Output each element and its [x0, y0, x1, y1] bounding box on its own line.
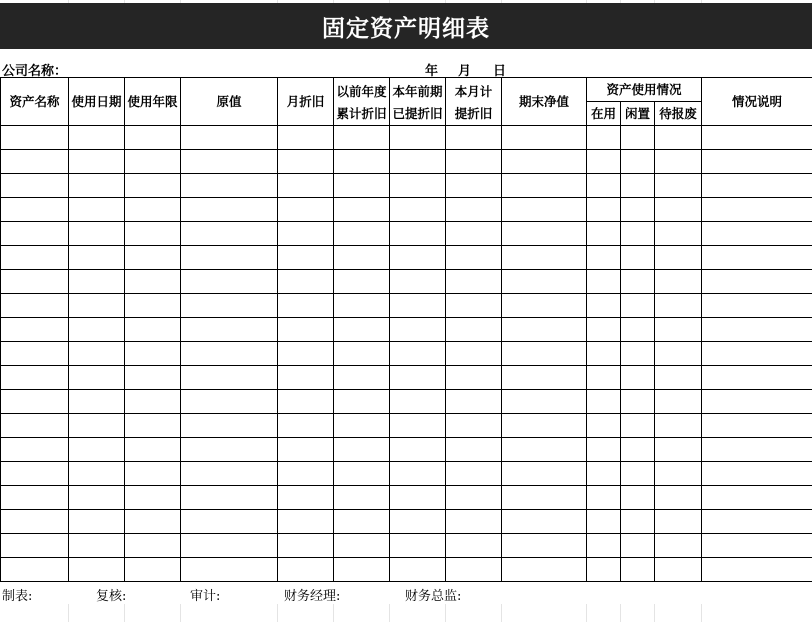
table-cell[interactable] — [181, 438, 278, 462]
table-cell[interactable] — [1, 390, 69, 414]
table-cell[interactable] — [502, 270, 587, 294]
table-cell[interactable] — [502, 126, 587, 150]
header-prior-year-accum: 以前年度累计折旧 — [336, 83, 387, 121]
table-cell[interactable] — [278, 126, 334, 150]
table-cell[interactable] — [69, 222, 125, 246]
table-cell[interactable] — [390, 462, 446, 486]
table-cell[interactable] — [655, 366, 702, 390]
table-cell[interactable] — [621, 126, 655, 150]
table-cell[interactable] — [621, 558, 655, 582]
table-cell[interactable] — [125, 126, 181, 150]
table-cell[interactable] — [446, 414, 502, 438]
table-cell[interactable] — [181, 222, 278, 246]
table-cell[interactable] — [621, 510, 655, 534]
sheet-bottom-gridlines — [0, 604, 812, 622]
table-cell[interactable] — [446, 366, 502, 390]
table-cell[interactable] — [125, 270, 181, 294]
table-cell[interactable] — [69, 558, 125, 582]
table-cell[interactable] — [446, 246, 502, 270]
table-cell[interactable] — [621, 342, 655, 366]
table-cell[interactable] — [390, 318, 446, 342]
table-cell[interactable] — [1, 462, 69, 486]
table-cell[interactable] — [181, 150, 278, 174]
table-cell[interactable] — [446, 174, 502, 198]
table-cell[interactable] — [390, 486, 446, 510]
table-cell[interactable] — [181, 126, 278, 150]
table-cell[interactable] — [621, 294, 655, 318]
table-cell[interactable] — [502, 174, 587, 198]
table-cell[interactable] — [125, 198, 181, 222]
table-cell[interactable] — [278, 246, 334, 270]
table-cell[interactable] — [655, 414, 702, 438]
table-cell[interactable] — [621, 462, 655, 486]
header-idle: 闲置 — [621, 102, 655, 126]
table-cell[interactable] — [125, 222, 181, 246]
header-use-years: 使用年限 — [125, 78, 181, 126]
table-cell[interactable] — [334, 558, 390, 582]
table-cell[interactable] — [587, 414, 621, 438]
table-cell[interactable] — [587, 486, 621, 510]
table-cell[interactable] — [181, 294, 278, 318]
table-cell[interactable] — [702, 558, 812, 582]
table-cell[interactable] — [655, 510, 702, 534]
table-cell[interactable] — [125, 318, 181, 342]
table-cell[interactable] — [587, 270, 621, 294]
table-cell[interactable] — [334, 222, 390, 246]
table-cell[interactable] — [446, 462, 502, 486]
table-cell[interactable] — [334, 198, 390, 222]
header-row-1 — [1, 78, 812, 102]
footer-finance-manager: 财务经理: — [284, 589, 341, 604]
table-cell[interactable] — [390, 414, 446, 438]
table-cell[interactable] — [587, 222, 621, 246]
table-cell[interactable] — [390, 150, 446, 174]
table-cell[interactable] — [702, 318, 812, 342]
table-cell[interactable] — [181, 342, 278, 366]
table-cell[interactable] — [390, 294, 446, 318]
table-cell[interactable] — [69, 270, 125, 294]
table-cell[interactable] — [502, 294, 587, 318]
table-cell[interactable] — [702, 198, 812, 222]
table-cell[interactable] — [334, 414, 390, 438]
table-cell[interactable] — [702, 342, 812, 366]
table-row — [1, 270, 812, 294]
header-prior-year-accum-cell — [334, 78, 390, 126]
table-cell[interactable] — [69, 294, 125, 318]
table-cell[interactable] — [1, 414, 69, 438]
table-cell[interactable] — [278, 414, 334, 438]
month-label: 月 — [458, 64, 472, 79]
table-cell[interactable] — [655, 462, 702, 486]
table-cell[interactable] — [587, 318, 621, 342]
table-cell[interactable] — [655, 486, 702, 510]
table-cell[interactable] — [125, 414, 181, 438]
table-cell[interactable] — [278, 462, 334, 486]
table-cell[interactable] — [587, 558, 621, 582]
table-cell[interactable] — [1, 342, 69, 366]
table-row — [1, 150, 812, 174]
table-cell[interactable] — [181, 198, 278, 222]
table-cell[interactable] — [278, 486, 334, 510]
table-cell[interactable] — [1, 174, 69, 198]
table-cell[interactable] — [621, 366, 655, 390]
table-row — [1, 222, 812, 246]
table-cell[interactable] — [125, 150, 181, 174]
table-cell[interactable] — [702, 222, 812, 246]
header-usage-group: 资产使用情况 — [587, 78, 702, 102]
sheet-title: 固定资产明细表 — [0, 3, 812, 49]
table-cell[interactable] — [621, 198, 655, 222]
table-cell[interactable] — [334, 150, 390, 174]
table-cell[interactable] — [278, 342, 334, 366]
table-cell[interactable] — [1, 294, 69, 318]
table-cell[interactable] — [621, 246, 655, 270]
table-cell[interactable] — [390, 342, 446, 366]
table-row — [1, 318, 812, 342]
year-label: 年 — [425, 64, 439, 79]
table-cell[interactable] — [502, 534, 587, 558]
table-cell[interactable] — [446, 558, 502, 582]
footer-reviewed-by: 复核: — [96, 589, 127, 604]
table-row — [1, 246, 812, 270]
table-cell[interactable] — [655, 270, 702, 294]
table-cell[interactable] — [502, 510, 587, 534]
table-cell[interactable] — [390, 534, 446, 558]
table-cell[interactable] — [655, 150, 702, 174]
table-cell[interactable] — [655, 342, 702, 366]
table-row — [1, 366, 812, 390]
table-cell[interactable] — [587, 510, 621, 534]
table-cell[interactable] — [446, 390, 502, 414]
table-cell[interactable] — [390, 390, 446, 414]
table-cell[interactable] — [446, 342, 502, 366]
table-cell[interactable] — [446, 510, 502, 534]
footer-prepared-by: 制表: — [2, 589, 33, 604]
day-label: 日 — [493, 64, 507, 79]
table-cell[interactable] — [278, 510, 334, 534]
table-cell[interactable] — [69, 126, 125, 150]
table-cell[interactable] — [502, 222, 587, 246]
table-cell[interactable] — [69, 390, 125, 414]
table-cell[interactable] — [621, 270, 655, 294]
table-cell[interactable] — [334, 246, 390, 270]
table-cell[interactable] — [69, 462, 125, 486]
table-cell[interactable] — [1, 438, 69, 462]
table-cell[interactable] — [278, 438, 334, 462]
table-cell[interactable] — [278, 270, 334, 294]
table-cell[interactable] — [702, 510, 812, 534]
table-cell[interactable] — [655, 390, 702, 414]
table-cell[interactable] — [702, 366, 812, 390]
table-cell[interactable] — [655, 294, 702, 318]
table-cell[interactable] — [502, 486, 587, 510]
table-cell[interactable] — [125, 486, 181, 510]
table-cell[interactable] — [587, 342, 621, 366]
header-remarks: 情况说明 — [702, 78, 812, 126]
table-cell[interactable] — [587, 390, 621, 414]
table-cell[interactable] — [502, 366, 587, 390]
table-cell[interactable] — [502, 390, 587, 414]
table-cell[interactable] — [587, 438, 621, 462]
table-row — [1, 534, 812, 558]
table-cell[interactable] — [655, 174, 702, 198]
table-cell[interactable] — [334, 390, 390, 414]
table-cell[interactable] — [655, 246, 702, 270]
table-cell[interactable] — [278, 174, 334, 198]
table-cell[interactable] — [702, 270, 812, 294]
table-cell[interactable] — [69, 510, 125, 534]
table-cell[interactable] — [1, 246, 69, 270]
table-cell[interactable] — [702, 246, 812, 270]
footer-finance-director: 财务总监: — [405, 589, 462, 604]
table-cell[interactable] — [1, 222, 69, 246]
table-cell[interactable] — [125, 462, 181, 486]
table-cell[interactable] — [655, 126, 702, 150]
table-cell[interactable] — [278, 390, 334, 414]
table-cell[interactable] — [587, 534, 621, 558]
table-cell[interactable] — [390, 270, 446, 294]
table-cell[interactable] — [125, 558, 181, 582]
table-cell[interactable] — [702, 150, 812, 174]
header-current-year-prior-cell — [390, 78, 446, 126]
table-cell[interactable] — [181, 462, 278, 486]
table-cell[interactable] — [69, 534, 125, 558]
header-use-date: 使用日期 — [69, 78, 125, 126]
table-cell[interactable] — [502, 342, 587, 366]
table-cell[interactable] — [1, 558, 69, 582]
table-cell[interactable] — [69, 366, 125, 390]
table-cell[interactable] — [390, 222, 446, 246]
table-cell[interactable] — [125, 390, 181, 414]
table-cell[interactable] — [278, 222, 334, 246]
table-cell[interactable] — [446, 486, 502, 510]
table-cell[interactable] — [621, 150, 655, 174]
table-cell[interactable] — [69, 174, 125, 198]
table-cell[interactable] — [502, 246, 587, 270]
table-cell[interactable] — [446, 438, 502, 462]
table-cell[interactable] — [502, 558, 587, 582]
table-cell[interactable] — [181, 174, 278, 198]
table-cell[interactable] — [621, 438, 655, 462]
table-cell[interactable] — [334, 366, 390, 390]
table-cell[interactable] — [69, 246, 125, 270]
table-cell[interactable] — [390, 510, 446, 534]
table-cell[interactable] — [278, 318, 334, 342]
table-cell[interactable] — [181, 414, 278, 438]
table-cell[interactable] — [1, 486, 69, 510]
header-current-year-prior: 本年前期已提折旧 — [392, 83, 443, 121]
table-cell[interactable] — [446, 270, 502, 294]
table-cell[interactable] — [655, 558, 702, 582]
table-cell[interactable] — [278, 534, 334, 558]
table-cell[interactable] — [621, 534, 655, 558]
table-cell[interactable] — [181, 534, 278, 558]
table-cell[interactable] — [69, 342, 125, 366]
header-in-use: 在用 — [587, 102, 621, 126]
table-cell[interactable] — [181, 270, 278, 294]
meta-row — [0, 58, 812, 78]
table-cell[interactable] — [334, 462, 390, 486]
table-cell[interactable] — [446, 198, 502, 222]
table-cell[interactable] — [334, 342, 390, 366]
table-cell[interactable] — [1, 510, 69, 534]
table-cell[interactable] — [278, 366, 334, 390]
table-cell[interactable] — [125, 246, 181, 270]
table-cell[interactable] — [587, 462, 621, 486]
table-row — [1, 126, 812, 150]
table-cell[interactable] — [446, 126, 502, 150]
table-cell[interactable] — [181, 366, 278, 390]
signature-footer — [0, 583, 812, 605]
table-cell[interactable] — [587, 366, 621, 390]
table-cell[interactable] — [502, 198, 587, 222]
table-cell[interactable] — [621, 414, 655, 438]
table-cell[interactable] — [1, 534, 69, 558]
table-cell[interactable] — [390, 366, 446, 390]
table-cell[interactable] — [502, 318, 587, 342]
table-row — [1, 390, 812, 414]
header-ending-net-value: 期末净值 — [502, 78, 587, 126]
table-cell[interactable] — [334, 486, 390, 510]
table-cell[interactable] — [446, 294, 502, 318]
table-cell[interactable] — [69, 486, 125, 510]
table-cell[interactable] — [334, 534, 390, 558]
table-cell[interactable] — [655, 198, 702, 222]
table-row — [1, 510, 812, 534]
table-cell[interactable] — [278, 150, 334, 174]
table-cell[interactable] — [181, 390, 278, 414]
table-cell[interactable] — [390, 246, 446, 270]
table-cell[interactable] — [125, 438, 181, 462]
table-cell[interactable] — [587, 198, 621, 222]
table-cell[interactable] — [587, 174, 621, 198]
table-cell[interactable] — [334, 174, 390, 198]
table-cell[interactable] — [446, 150, 502, 174]
table-cell[interactable] — [621, 174, 655, 198]
table-row — [1, 486, 812, 510]
table-row — [1, 438, 812, 462]
table-row — [1, 462, 812, 486]
table-cell[interactable] — [655, 318, 702, 342]
table-cell[interactable] — [334, 438, 390, 462]
table-cell[interactable] — [502, 150, 587, 174]
table-cell[interactable] — [502, 462, 587, 486]
table-cell[interactable] — [181, 558, 278, 582]
company-name-label: 公司名称： — [2, 64, 68, 79]
table-cell[interactable] — [502, 438, 587, 462]
table-cell[interactable] — [655, 534, 702, 558]
header-monthly-depreciation: 月折旧 — [278, 78, 334, 126]
table-cell[interactable] — [125, 366, 181, 390]
table-cell[interactable] — [446, 222, 502, 246]
table-cell[interactable] — [702, 534, 812, 558]
table-cell[interactable] — [278, 294, 334, 318]
table-cell[interactable] — [621, 222, 655, 246]
table-cell[interactable] — [587, 294, 621, 318]
table-cell[interactable] — [655, 438, 702, 462]
table-cell[interactable] — [1, 198, 69, 222]
table-cell[interactable] — [181, 486, 278, 510]
header-current-month: 本月计提折旧 — [454, 83, 493, 121]
table-cell[interactable] — [390, 126, 446, 150]
table-cell[interactable] — [334, 294, 390, 318]
table-cell[interactable] — [69, 150, 125, 174]
table-cell[interactable] — [702, 126, 812, 150]
table-cell[interactable] — [502, 414, 587, 438]
table-row — [1, 174, 812, 198]
table-cell[interactable] — [334, 510, 390, 534]
header-original-value: 原值 — [181, 78, 278, 126]
table-cell[interactable] — [69, 438, 125, 462]
table-cell[interactable] — [390, 558, 446, 582]
table-cell[interactable] — [69, 198, 125, 222]
table-cell[interactable] — [702, 462, 812, 486]
table-cell[interactable] — [181, 510, 278, 534]
table-cell[interactable] — [702, 174, 812, 198]
table-cell[interactable] — [1, 270, 69, 294]
table-cell[interactable] — [390, 438, 446, 462]
table-cell[interactable] — [446, 534, 502, 558]
table-cell[interactable] — [69, 318, 125, 342]
table-row — [1, 414, 812, 438]
header-asset-name: 资产名称 — [1, 78, 69, 126]
table-cell[interactable] — [334, 126, 390, 150]
table-cell[interactable] — [587, 126, 621, 150]
asset-table — [0, 77, 812, 582]
table-cell[interactable] — [278, 558, 334, 582]
table-cell[interactable] — [125, 510, 181, 534]
table-cell[interactable] — [125, 342, 181, 366]
table-cell[interactable] — [587, 150, 621, 174]
table-cell[interactable] — [1, 366, 69, 390]
table-row — [1, 558, 812, 582]
table-cell[interactable] — [1, 126, 69, 150]
table-cell[interactable] — [621, 390, 655, 414]
table-cell[interactable] — [69, 414, 125, 438]
table-cell[interactable] — [655, 222, 702, 246]
table-row — [1, 198, 812, 222]
table-cell[interactable] — [702, 414, 812, 438]
table-cell[interactable] — [125, 534, 181, 558]
table-cell[interactable] — [702, 438, 812, 462]
header-current-month-cell — [446, 78, 502, 126]
table-cell[interactable] — [702, 390, 812, 414]
table-cell[interactable] — [390, 174, 446, 198]
table-cell[interactable] — [181, 318, 278, 342]
table-cell[interactable] — [181, 246, 278, 270]
table-cell[interactable] — [702, 486, 812, 510]
table-cell[interactable] — [125, 174, 181, 198]
table-cell[interactable] — [334, 318, 390, 342]
table-row — [1, 294, 812, 318]
table-cell[interactable] — [621, 318, 655, 342]
table-cell[interactable] — [278, 198, 334, 222]
table-cell[interactable] — [702, 294, 812, 318]
table-cell[interactable] — [587, 246, 621, 270]
table-cell[interactable] — [390, 198, 446, 222]
header-pending-scrap: 待报废 — [655, 102, 702, 126]
table-cell[interactable] — [621, 486, 655, 510]
table-cell[interactable] — [334, 270, 390, 294]
table-cell[interactable] — [125, 294, 181, 318]
table-cell[interactable] — [446, 318, 502, 342]
footer-audited-by: 审计: — [190, 589, 221, 604]
table-cell[interactable] — [1, 150, 69, 174]
table-cell[interactable] — [1, 318, 69, 342]
table-row — [1, 342, 812, 366]
